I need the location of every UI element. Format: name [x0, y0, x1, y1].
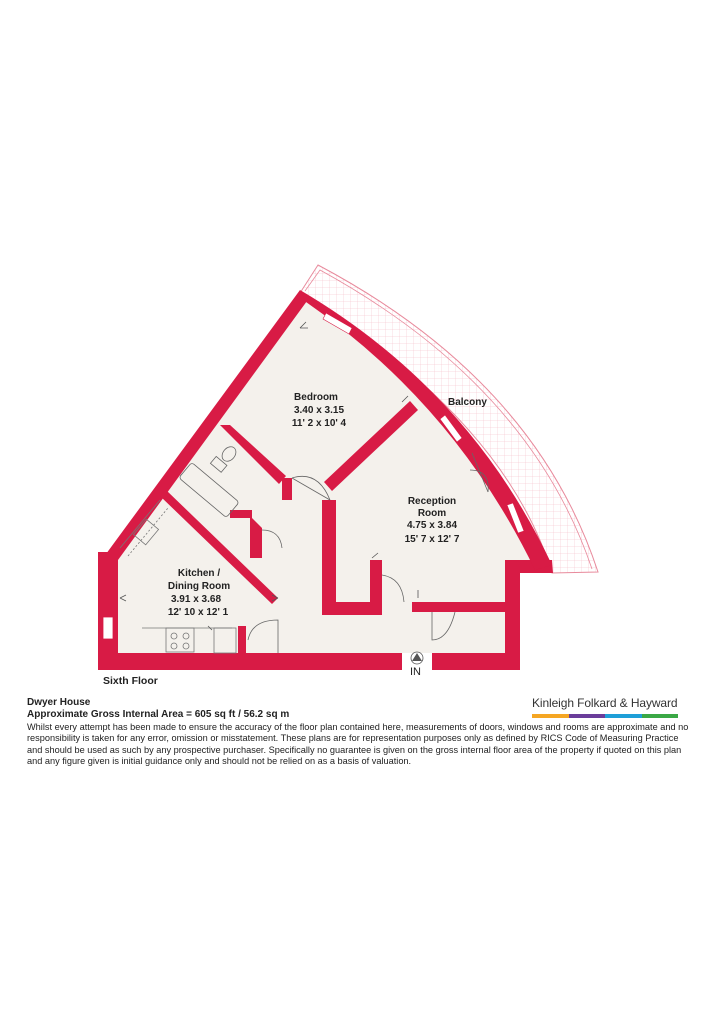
reception-name-line2: Room [417, 508, 447, 519]
reception-metric: 4.75 x 3.84 [406, 520, 458, 531]
kitchen-metric: 3.91 x 3.68 [170, 594, 222, 605]
floor-label: Sixth Floor [103, 675, 158, 687]
brand-stripe-blue [605, 714, 642, 718]
brand-stripe-purple [569, 714, 606, 718]
property-name: Dwyer House [27, 697, 91, 708]
brand-name: Kinleigh Folkard & Hayward [532, 696, 678, 710]
bedroom-name: Bedroom [294, 392, 338, 403]
entrance-arrow-icon [411, 652, 423, 664]
reception-name-line1: Reception [407, 496, 457, 507]
entrance-label: IN [410, 666, 421, 678]
kitchen-name-line2: Dining Room [167, 581, 231, 592]
kitchen-imperial: 12' 10 x 12' 1 [167, 607, 229, 618]
disclaimer-text: Whilst every attempt has been made to ensure the accuracy of the floor plan contained here, measurements of doors, windows and rooms are approximate and no responsibility is taken for any error, omission or misstatement. These plans are for representation purposes only as defined by RICS Code of Measuring Practice and should be used as such by any prospective purchaser. Specifically no guarantee is given on the gross internal floor area of the property if quoted on this plan and any figure given is initial guidance only and should not be relied on as a basis of valuation. [27, 722, 689, 766]
bedroom-imperial: 11' 2 x 10' 4 [291, 418, 347, 429]
brand-stripe-green [642, 714, 679, 718]
brand-stripe [532, 714, 678, 718]
reception-imperial: 15' 7 x 12' 7 [404, 534, 460, 545]
kitchen-window [103, 617, 113, 639]
kitchen-name-line1: Kitchen / [177, 568, 221, 579]
brand-stripe-orange [532, 714, 569, 718]
gross-internal-area: Approximate Gross Internal Area = 605 sq ft / 56.2 sq m [27, 709, 290, 720]
bedroom-metric: 3.40 x 3.15 [293, 405, 345, 416]
brand-logo [532, 696, 678, 718]
balcony-name: Balcony [448, 397, 487, 408]
